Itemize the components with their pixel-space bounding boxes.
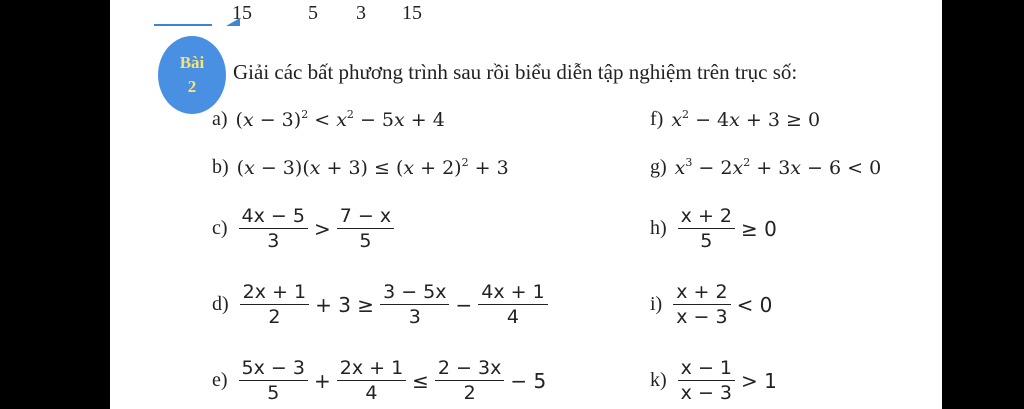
problem-expression: $(x - 3)^2 < x^2 - 5x + 4$ <box>235 108 445 131</box>
fraction <box>337 204 394 253</box>
problem-label: g) <box>650 156 667 178</box>
fragment-value-4: 15 <box>402 2 422 24</box>
problem-label: k) <box>650 369 667 391</box>
numerator: 3 − 5x <box>380 280 449 305</box>
problem-label: b) <box>212 156 229 178</box>
numerator: x + 2 <box>673 280 730 305</box>
problem-k <box>650 356 780 405</box>
problem-i <box>650 280 775 329</box>
decorative-rule <box>154 24 212 26</box>
exercise-instruction: Giải các bất phương trình sau rồi biểu diễn tập nghiệm trên trục số: <box>233 60 798 84</box>
fraction <box>380 280 449 329</box>
problem-expression: $x^2 - 4x + 3 \ge 0$ <box>671 108 821 131</box>
badge-number: 2 <box>187 77 197 96</box>
fraction <box>240 280 309 329</box>
denominator: 3 <box>408 306 421 328</box>
numerator: 2 − 3x <box>435 356 504 381</box>
problem-expression: $(x - 3)(x + 3) \le (x + 2)^2 + 3$ <box>236 156 509 179</box>
fraction <box>673 280 730 329</box>
decorative-triangle <box>226 18 240 26</box>
relation: ≥ 0 <box>741 216 777 241</box>
problem-label: h) <box>650 217 667 239</box>
denominator: 2 <box>268 306 281 328</box>
fragment-value-1: 15 <box>232 2 252 24</box>
problem-h <box>650 204 780 253</box>
operator: + 3 ≥ <box>315 292 375 317</box>
denominator: 5 <box>267 382 280 404</box>
denominator: 5 <box>700 230 713 252</box>
problem-b <box>212 156 509 179</box>
operator: + <box>313 368 331 393</box>
fraction <box>337 356 406 405</box>
numerator: x + 2 <box>678 204 735 229</box>
document-page <box>110 0 942 409</box>
numerator: 4x + 1 <box>478 280 547 305</box>
problem-a <box>212 108 445 131</box>
exercise-badge <box>158 36 226 114</box>
denominator: 5 <box>359 230 372 252</box>
problem-e <box>212 356 549 405</box>
denominator: 4 <box>506 306 519 328</box>
fraction <box>435 356 504 405</box>
numerator: 2x + 1 <box>240 280 309 305</box>
problem-g <box>650 156 881 179</box>
numerator: x − 1 <box>678 356 735 381</box>
fraction <box>478 280 547 329</box>
denominator: 2 <box>463 382 476 404</box>
fragment-value-2: 5 <box>308 2 318 24</box>
numerator: 2x + 1 <box>337 356 406 381</box>
fragment-value-3: 3 <box>356 2 366 24</box>
denominator: 4 <box>365 382 378 404</box>
denominator: x − 3 <box>676 306 728 328</box>
fraction <box>239 356 308 405</box>
badge-word: Bài <box>179 53 205 72</box>
problem-d <box>212 280 551 329</box>
fraction <box>678 204 735 253</box>
problem-f <box>650 108 820 131</box>
relation: < 0 <box>736 292 773 317</box>
numerator: 7 − x <box>337 204 394 229</box>
problem-c <box>212 204 397 253</box>
numerator: 5x − 3 <box>239 356 308 381</box>
relation: ≤ <box>412 368 429 393</box>
problem-label: d) <box>212 293 229 315</box>
problem-label: c) <box>212 217 228 239</box>
operator: − <box>455 292 473 317</box>
denominator: x − 3 <box>680 382 733 404</box>
relation: > <box>313 216 331 241</box>
problem-label: i) <box>650 293 663 315</box>
problem-label: e) <box>212 369 228 391</box>
fraction <box>239 204 308 253</box>
problem-label: a) <box>212 108 228 130</box>
relation: > 1 <box>741 368 777 393</box>
operator: − 5 <box>510 368 547 393</box>
problem-expression: $x^3 - 2x^2 + 3x - 6 < 0$ <box>674 156 882 179</box>
denominator: 3 <box>267 230 280 252</box>
numerator: 4x − 5 <box>239 204 308 229</box>
problem-label: f) <box>650 108 664 130</box>
fraction <box>678 356 735 405</box>
